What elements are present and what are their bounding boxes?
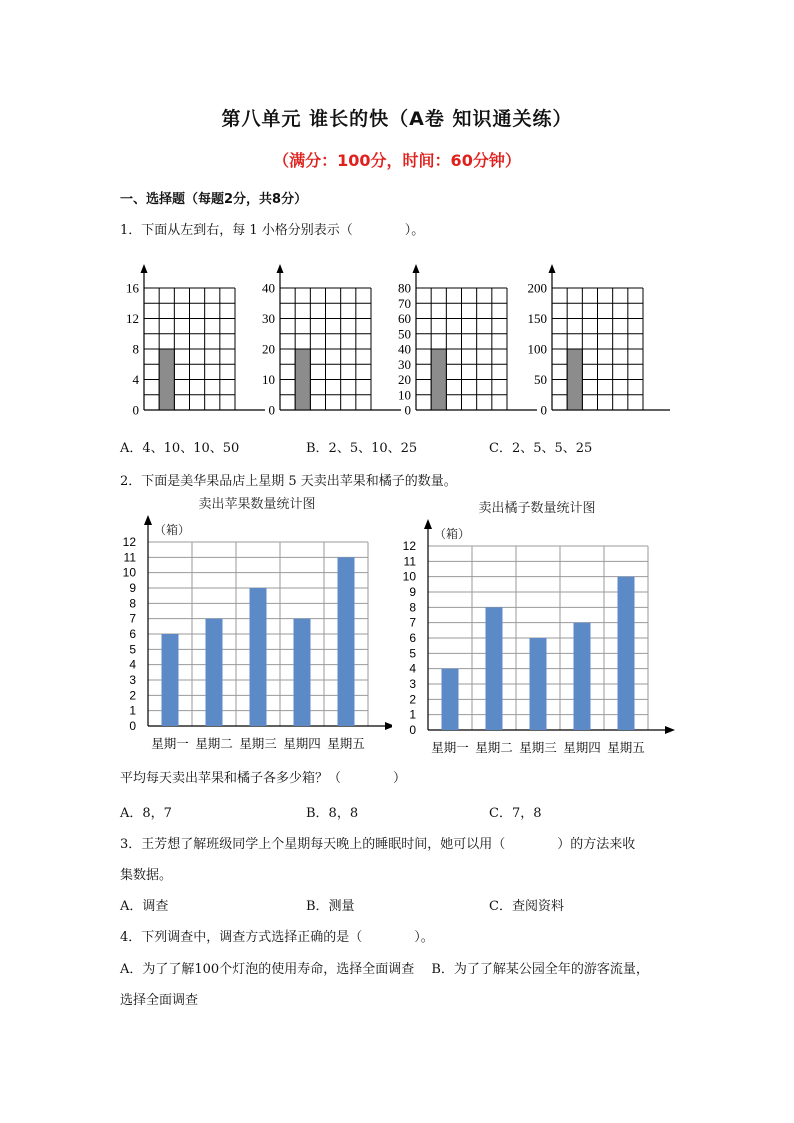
y-axis-label: （箱） xyxy=(154,523,191,537)
y-tick-label: 7 xyxy=(409,615,416,630)
y-tick-label: 12 xyxy=(122,535,136,549)
y-tick-label: 2 xyxy=(129,688,136,703)
q1-tick-label: 150 xyxy=(527,311,547,326)
bar-1 xyxy=(442,669,459,730)
q1-tick-label: 8 xyxy=(132,341,139,357)
q1-tick-label: 0 xyxy=(404,402,411,418)
q2-option-c: C．7，8 xyxy=(489,806,542,821)
q1-tick-label: 10 xyxy=(262,372,275,387)
q1-tick-label: 0 xyxy=(132,402,139,418)
q1-bar xyxy=(567,349,582,410)
q1-chart-1 xyxy=(126,264,265,418)
x-axis-arrow xyxy=(385,722,392,730)
category-label: 星期三 xyxy=(519,741,557,755)
q1-tick-label: 50 xyxy=(534,372,547,387)
x-axis-arrow xyxy=(665,726,675,734)
q1-tick-label: 16 xyxy=(126,280,139,296)
chart-title: 卖出苹果数量统计图 xyxy=(198,496,316,511)
question-2-prompt: 平均每天卖出苹果和橘子各多少箱？（ ） xyxy=(120,771,407,786)
q1-tick-label: 200 xyxy=(527,280,547,296)
y-tick-label: 11 xyxy=(403,554,416,569)
y-tick-label: 12 xyxy=(402,539,416,553)
y-tick-label: 4 xyxy=(409,661,416,676)
q1-chart-2 xyxy=(262,264,401,418)
y-axis-arrow xyxy=(413,264,420,273)
q1-bar xyxy=(159,349,174,410)
category-label: 星期二 xyxy=(195,737,233,751)
question-3-line-1: 3．王芳想了解班级同学上个星期每天晚上的睡眠时间，她可以用（ ）的方法来收 xyxy=(120,837,636,852)
category-label: 星期一 xyxy=(151,737,189,751)
q1-bar xyxy=(431,349,446,410)
y-tick-label: 4 xyxy=(129,657,136,672)
section-heading: 一、选择题（每题2分，共8分） xyxy=(120,192,308,207)
bar-2 xyxy=(486,607,503,730)
y-axis-arrow xyxy=(277,264,284,273)
q1-tick-label: 12 xyxy=(126,311,139,326)
category-label: 星期二 xyxy=(475,741,513,755)
y-tick-label: 3 xyxy=(409,677,416,691)
q1-tick-label: 80 xyxy=(398,280,411,296)
category-label: 星期三 xyxy=(239,737,277,751)
q1-option-b: B．2、5、10、25 xyxy=(306,441,418,456)
y-tick-label: 10 xyxy=(402,569,416,584)
q1-tick-label: 10 xyxy=(398,387,411,403)
question-2-text: 2．下面是美华果品店上星期 5 天卖出苹果和橘子的数量。 xyxy=(120,474,457,489)
q1-option-a: A．4、10、10、50 xyxy=(120,441,240,456)
q1-chart-3 xyxy=(398,264,537,418)
q1-bar xyxy=(295,349,310,410)
page-title: 第八单元 谁长的快（A卷 知识通关练） xyxy=(221,108,573,130)
y-axis-arrow xyxy=(549,264,556,273)
y-axis-arrow xyxy=(144,515,152,525)
q3-option-c: C．查阅资料 xyxy=(489,899,564,914)
q1-tick-label: 0 xyxy=(540,402,547,418)
bar-5 xyxy=(338,557,355,726)
y-tick-label: 8 xyxy=(129,596,136,611)
apple-sales-chart xyxy=(112,493,392,763)
q3-option-b: B．测量 xyxy=(306,899,355,914)
bar-1 xyxy=(162,634,179,726)
y-tick-label: 9 xyxy=(129,581,136,595)
q1-option-c: C．2、5、5、25 xyxy=(489,441,593,456)
y-tick-label: 8 xyxy=(409,600,416,615)
q1-tick-label: 100 xyxy=(527,341,547,357)
y-tick-label: 1 xyxy=(409,707,416,722)
bar-4 xyxy=(294,619,311,726)
q1-tick-label: 20 xyxy=(398,372,411,387)
question-4-line-2: 选择全面调查 xyxy=(120,993,199,1008)
q1-tick-label: 60 xyxy=(398,311,411,326)
question-1-text: 1．下面从左到右，每 1 小格分别表示（ ）。 xyxy=(120,223,425,238)
y-axis-arrow xyxy=(141,264,148,273)
question-4-line-1: A．为了了解100个灯泡的使用寿命，选择全面调查 B．为了了解某公园全年的游客流量， xyxy=(120,962,649,977)
q1-tick-label: 4 xyxy=(132,372,139,387)
category-label: 星期一 xyxy=(431,741,469,755)
q1-chart-4 xyxy=(528,264,671,418)
question-3-line-2: 集数据。 xyxy=(120,868,173,883)
bar-chart-2 xyxy=(403,500,675,755)
q1-tick-label: 30 xyxy=(398,356,411,372)
y-tick-label: 0 xyxy=(409,723,416,737)
bar-5 xyxy=(618,577,635,730)
chart-title: 卖出橘子数量统计图 xyxy=(478,500,596,515)
y-tick-label: 11 xyxy=(123,550,136,565)
q2-option-b: B．8，8 xyxy=(306,806,359,821)
y-tick-label: 6 xyxy=(129,627,136,641)
q1-tick-label: 20 xyxy=(262,341,275,357)
q1-tick-label: 40 xyxy=(262,280,275,296)
bar-chart-1 xyxy=(123,496,392,751)
orange-sales-chart xyxy=(392,497,682,767)
q3-option-a: A．调查 xyxy=(120,899,169,914)
y-tick-label: 9 xyxy=(409,585,416,599)
bar-4 xyxy=(574,623,591,730)
y-tick-label: 6 xyxy=(409,631,416,645)
q1-grid-charts xyxy=(110,255,670,425)
question-4-text: 4．下列调查中，调查方式选择正确的是（ ）。 xyxy=(120,930,434,945)
category-label: 星期四 xyxy=(563,741,601,755)
y-tick-label: 5 xyxy=(409,646,416,661)
q1-tick-label: 40 xyxy=(398,341,411,357)
q2-option-a: A．8，7 xyxy=(120,806,172,821)
bar-2 xyxy=(206,619,223,726)
y-axis-label: （箱） xyxy=(434,527,471,541)
q1-tick-label: 0 xyxy=(268,402,275,418)
y-tick-label: 5 xyxy=(129,642,136,657)
y-tick-label: 1 xyxy=(129,703,136,718)
y-tick-label: 2 xyxy=(409,692,416,707)
y-tick-label: 7 xyxy=(129,611,136,626)
q1-tick-label: 70 xyxy=(398,295,411,311)
y-tick-label: 10 xyxy=(122,565,136,580)
bar-3 xyxy=(530,638,547,730)
q1-tick-label: 30 xyxy=(262,311,275,326)
category-label: 星期四 xyxy=(283,737,321,751)
y-tick-label: 3 xyxy=(129,673,136,687)
y-tick-label: 0 xyxy=(129,719,136,733)
q1-tick-label: 50 xyxy=(398,326,411,342)
bar-3 xyxy=(250,588,267,726)
category-label: 星期五 xyxy=(607,741,645,755)
y-axis-arrow xyxy=(424,519,432,529)
category-label: 星期五 xyxy=(327,737,365,751)
exam-info: （满分：100分，时间：60分钟） xyxy=(273,151,521,170)
